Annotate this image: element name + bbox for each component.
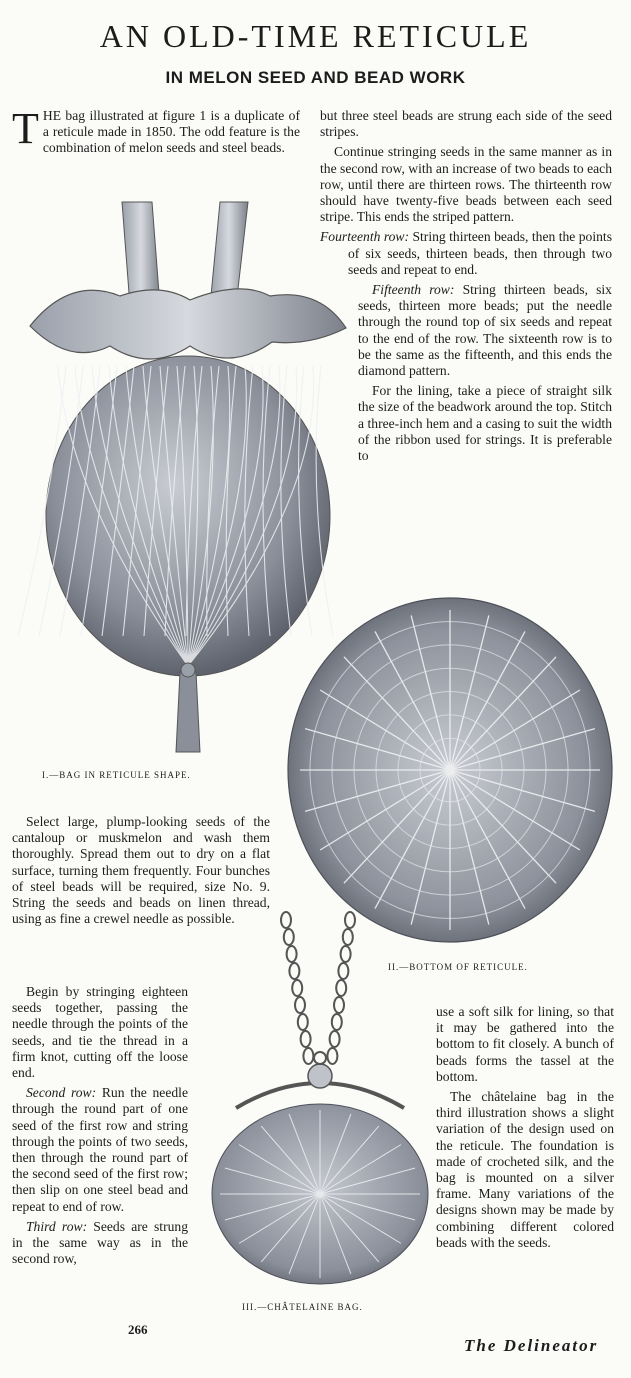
caption-figure-3: III.—CHÂTELAINE BAG. xyxy=(242,1302,363,1312)
caption-figure-1: I.—BAG IN RETICULE SHAPE. xyxy=(42,770,191,780)
intro-paragraph xyxy=(12,104,300,157)
figure-reticule-bottom xyxy=(284,594,616,950)
caption-figure-2: II.—BOTTOM OF RETICULE. xyxy=(388,962,528,972)
paragraph-chatelaine: The châtelaine bag in the third illustration shows a slight variation of the design used on the reticule. The foundation is made of crocheted silk, and the bag is mounted on a silver frame. Many variations of the designs shown may be made by combining different colored beads with the seeds. xyxy=(436,1089,614,1250)
paragraph-lining: For the lining, take a piece of straight silk the size of the beadwork around the top. Stitch a three-inch hem and a casing to suit the width of the ribbon used for strings. It is preferable to xyxy=(358,383,612,464)
page-subtitle: IN MELON SEED AND BEAD WORK xyxy=(165,68,466,87)
page-title: AN OLD-TIME RETICULE xyxy=(99,18,532,54)
magazine-name: The Delineator xyxy=(464,1336,599,1355)
figure-chatelaine-bag xyxy=(200,908,440,1288)
paragraph-soft-silk: use a soft silk for lining, so that it may be gathered into the bottom to fit closely. A bunch of beads forms the tassel at the bottom. xyxy=(436,1004,614,1084)
right-column-top xyxy=(320,108,612,468)
paragraph-row-14 xyxy=(320,229,612,278)
row-15-text: String thirteen beads, six seeds, thirteen more beads; put the needle through the round top of six seeds and repeat to the end of the row. The sixteenth row is to be the same as the fifteenth, and this ends the diamond pattern. xyxy=(358,282,612,379)
right-lower-text xyxy=(436,1004,614,1255)
chatelaine-bag-illustration xyxy=(200,908,440,1288)
paragraph-steel-beads: but three steel beads are strung each side of the seed stripes. xyxy=(320,108,612,140)
paragraph-row-3 xyxy=(12,1219,188,1268)
paragraph-continue: Continue stringing seeds in the same manner as in the second row, with an increase of two beads to each row, until there are thirteen rows. The thirteenth row should have twenty-five beads between each seed stripe. This ends the striped pattern. xyxy=(320,144,612,225)
row-2-label: Second row: xyxy=(26,1085,97,1101)
left-narrow-text xyxy=(12,984,188,1271)
intro-text: HE bag illustrated at figure 1 is a duplicate of a reticule made in 1850. The odd feature is the combination of melon seeds and steel beads. xyxy=(42,108,300,156)
paragraph-begin: Begin by stringing eighteen seeds together, passing the needle through the points of the seeds, and tie the thread in a firm knot, cutting off the loose end. xyxy=(12,984,188,1081)
paragraph-select-seeds: Select large, plump-looking seeds of the cantaloup or muskmelon and wash them thoroughly. Spread them out to dry on a flat surface, turning them frequently. Four bunches of steel beads will be required, size No. 9. String the seeds and beads on linen thread, using as fine a crewel needle as possible. xyxy=(12,814,270,927)
paragraph-row-15 xyxy=(358,282,612,379)
row-3-text: Seeds are strung in the same way as in the second row, xyxy=(12,1218,188,1267)
row-3-label: Third row: xyxy=(26,1218,88,1234)
row-14-text: String thirteen beads, then the points of six seeds, thirteen beads, then through two seeds and repeat to end. xyxy=(348,229,612,277)
reticule-bottom-illustration xyxy=(284,594,616,950)
row-2-text: Run the needle through the round part of one seed of the first row and string through the points of two seeds, then through the round part of the second seed of the first row; then slip on one steel bead and repeat to end of row. xyxy=(12,1085,188,1214)
paragraph-row-2 xyxy=(12,1085,188,1215)
row-14-label: Fourteenth row: xyxy=(320,229,410,245)
drop-cap: T xyxy=(12,104,39,153)
page-number: 266 xyxy=(128,1322,148,1337)
row-15-label: Fifteenth row: xyxy=(372,282,455,298)
